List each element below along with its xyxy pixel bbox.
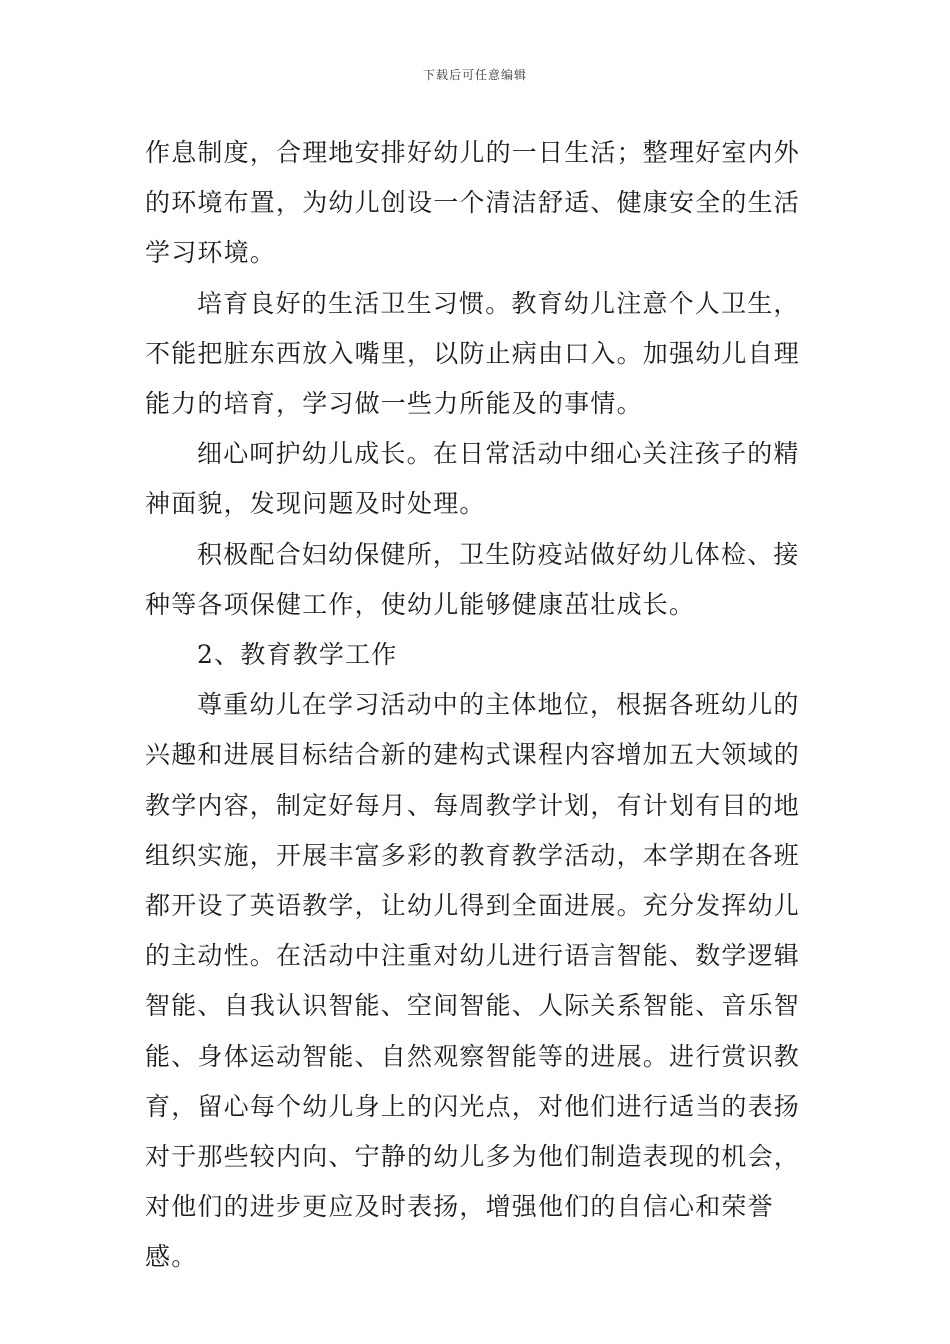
section-heading-teaching: 2、教育教学工作 (197, 640, 398, 670)
paragraph-hygiene-habits: 培育良好的生活卫生习惯。教育幼儿注意个人卫生，不能把脏东西放入嘴里，以防止病由口入。加强幼儿自理能力的培育，学习做一些力所能及的事情。 (145, 288, 801, 419)
paragraph-continuation: 作息制度，合理地安排好幼儿的一日生活；整理好室内外的环境布置，为幼儿创设一个清洁舒适、健康安全的生活学习环境。 (145, 138, 801, 268)
page-header-note: 下载后可任意编辑 (422, 68, 527, 82)
paragraph-care-growth: 细心呵护幼儿成长。在日常活动中细心关注孩子的精神面貌，发现问题及时处理。 (145, 439, 800, 519)
paragraph-health-checks: 积极配合妇幼保健所，卫生防疫站做好幼儿体检、接种等各项保健工作，使幼儿能够健康茁壮成长。 (145, 539, 800, 619)
document-body (145, 128, 810, 1283)
paragraph-teaching-work: 尊重幼儿在学习活动中的主体地位，根据各班幼儿的兴趣和进展目标结合新的建构式课程内容增加五大领域的教学内容，制定好每月、每周教学计划，有计划有目的地组织实施，开展丰富多彩的教育教学活动，本学期在各班都开设了英语教学，让幼儿得到全面进展。充分发挥幼儿的主动性。在活动中注重对幼儿进行语言智能、数学逻辑智能、自我认识智能、空间智能、人际关系智能、音乐智能、身体运动智能、自然观察智能等的进展。进行赏识教育，留心每个幼儿身上的闪光点，对他们进行适当的表扬对于那些较内向、宁静的幼儿多为他们制造表现的机会，对他们的进步更应及时表扬，增强他们的自信心和荣誉感。 (145, 690, 801, 1272)
